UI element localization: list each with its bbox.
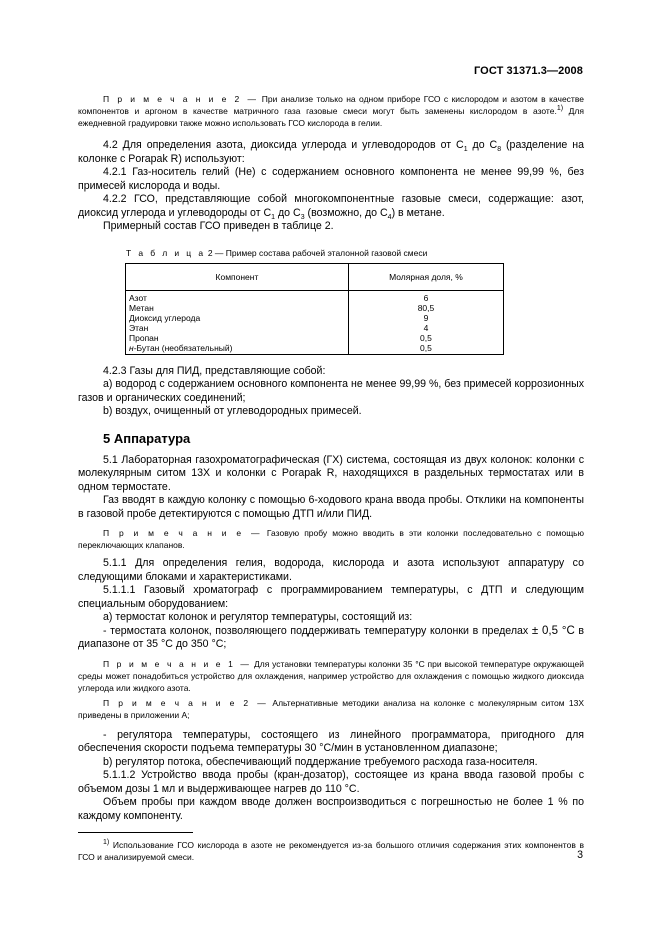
paragraph-volume: Объем пробы при каждом вводе должен воспроизводиться с погрешностью не более 1 % по каждому компоненту. (78, 796, 584, 822)
standard-header: ГОСТ 31371.3—2008 (473, 65, 583, 77)
footnote-divider (78, 832, 193, 833)
paragraph-dash-2: - регулятора температуры, состоящего из линейного программатора, пригодного для обеспечения скорости подъема температуры 30 °C/мин в установленном диапазоне; (78, 728, 584, 754)
document-body (78, 93, 584, 863)
cell-value: 4 (348, 323, 503, 333)
table-row (126, 303, 504, 313)
table-row (126, 290, 504, 303)
page-number: 3 (577, 849, 583, 861)
footnote-ref: 1) (556, 105, 564, 113)
paragraph-4-2-2: 4.2.2 ГСО, представляющие собой многокомпонентные газовые смеси, содержащие: азот, диоксид углерода и углеводороды от $C_1$ до $C_3$ (возможно, до $C_4$) в метане. (78, 193, 584, 221)
table-row (126, 313, 504, 323)
composition-table (125, 263, 504, 355)
paragraph-5-1-1-1: 5.1.1.1 Газовый хроматограф с программированием температуры, с ДТП и следующим специальным оборудованием: (78, 584, 584, 610)
paragraph-5-1: 5.1 Лабораторная газохроматографическая (ГХ) система, состоящая из двух колонок: колонки с молекулярным ситом 13X и колонки с Porapak R, находящихся в раздельных термостатах или в одном термостате. (78, 453, 584, 493)
paragraph-a: а) термостат колонок и регулятор температуры, состоящий из: (103, 611, 413, 623)
cell-component: н-Бутан (необязательный) (126, 343, 349, 355)
note-top: П р и м е ч а н и е 2 — При анализе только на одном приборе ГСО с кислородом и азотом в качестве компонентов и аргоном в качестве матричного газа газовые смеси могут быть заменены кислородом в азоте.$^{1)}$ Для ежедневной градуировки также можно использовать ГСО кислорода в гелии. (78, 94, 584, 128)
cell-component: Этан (126, 323, 349, 333)
table-row (126, 343, 504, 355)
paragraph-b: b) регулятор потока, обеспечивающий поддержание требуемого расхода газа-носителя. (103, 755, 538, 768)
cell-value: 0,5 (348, 343, 503, 355)
paragraph-4-2-3-a: а) водород с содержанием основного компонента не менее 99,99 %, без примесей коррозионных газов и органических соединений; (78, 378, 584, 404)
footnote: $^{1)}$ Использование ГСО кислорода в азоте не рекомендуется из-за большого отличия содержания этих компонентов в ГСО и анализируемой смеси. (78, 839, 584, 862)
paragraph-4-2: 4.2 Для определения азота, диоксида углерода и углеводородов от $C_1$ до $C_8$ (разделение на колонке с Porapak R) используют: (78, 139, 584, 165)
paragraph-example: Примерный состав ГСО приведен в таблице 2. (103, 220, 334, 232)
table-caption: Т а б л и ц а 2 — Пример состава рабочей эталонной газовой смеси (126, 247, 428, 258)
note-2: П р и м е ч а н и е 2 — Альтернативные методики анализа на колонке с молекулярным ситом 13X приведены в приложении А; (78, 697, 584, 720)
paragraph-5-1-1-2: 5.1.1.2 Устройство ввода пробы (кран-дозатор), состоящее из крана ввода газовой пробы с объемом дозы 1 мл и выдерживающее нагрев до 110 °C. (78, 769, 584, 795)
cell-value: 9 (348, 313, 503, 323)
cell-component: Диоксид углерода (126, 313, 349, 323)
note-5-1: П р и м е ч а н и е — Газовую пробу можно вводить в эти колонки последовательно с помощью переключающих клапанов. (78, 528, 584, 550)
column-header-molar-fraction: Молярная доля, % (348, 263, 503, 290)
cell-value: 0,5 (348, 333, 503, 343)
paragraph-4-2-3-b: b) воздух, очищенный от углеводородных примесей. (103, 405, 362, 417)
cell-component: Пропан (126, 333, 349, 343)
table-row (126, 323, 504, 333)
paragraph-dash-1: - термостата колонок, позволяющего поддерживать температуру колонки в пределах ± 0,5 °C в диапазоне от 35 °C до 350 °C; (78, 624, 584, 650)
table-row (126, 333, 504, 343)
paragraph-4-2-3: 4.2.3 Газы для ПИД, представляющие собой: (103, 364, 326, 377)
cell-component: Метан (126, 303, 349, 313)
column-header-component: Компонент (126, 263, 349, 290)
paragraph-5-1-1: 5.1.1 Для определения гелия, водорода, кислорода и азота используют аппаратуру со следующими блоками и характеристиками. (78, 557, 584, 583)
cell-value: 6 (348, 290, 503, 303)
section-title-5: 5 Аппаратура (103, 430, 191, 446)
paragraph-4-2-1: 4.2.1 Газ-носитель гелий (He) с содержанием основного компонента не менее 99,99 %, без примесей кислорода и воды. (78, 166, 584, 192)
cell-component: Азот (126, 290, 349, 303)
paragraph-5-1-b: Газ вводят в каждую колонку с помощью 6-ходового крана ввода пробы. Отклики на компоненты в газовой пробе детектируются с помощью ДТП и/или ПИД. (78, 494, 584, 520)
note-1: П р и м е ч а н и е 1 — Для установки температуры колонки 35 °C при высокой температуре окружающей среды может понадобиться устройство для охлаждения, например устройство для охлаждения с помощью жидкого диоксида углерода или жидкого азота. (78, 658, 584, 693)
cell-value: 80,5 (348, 303, 503, 313)
